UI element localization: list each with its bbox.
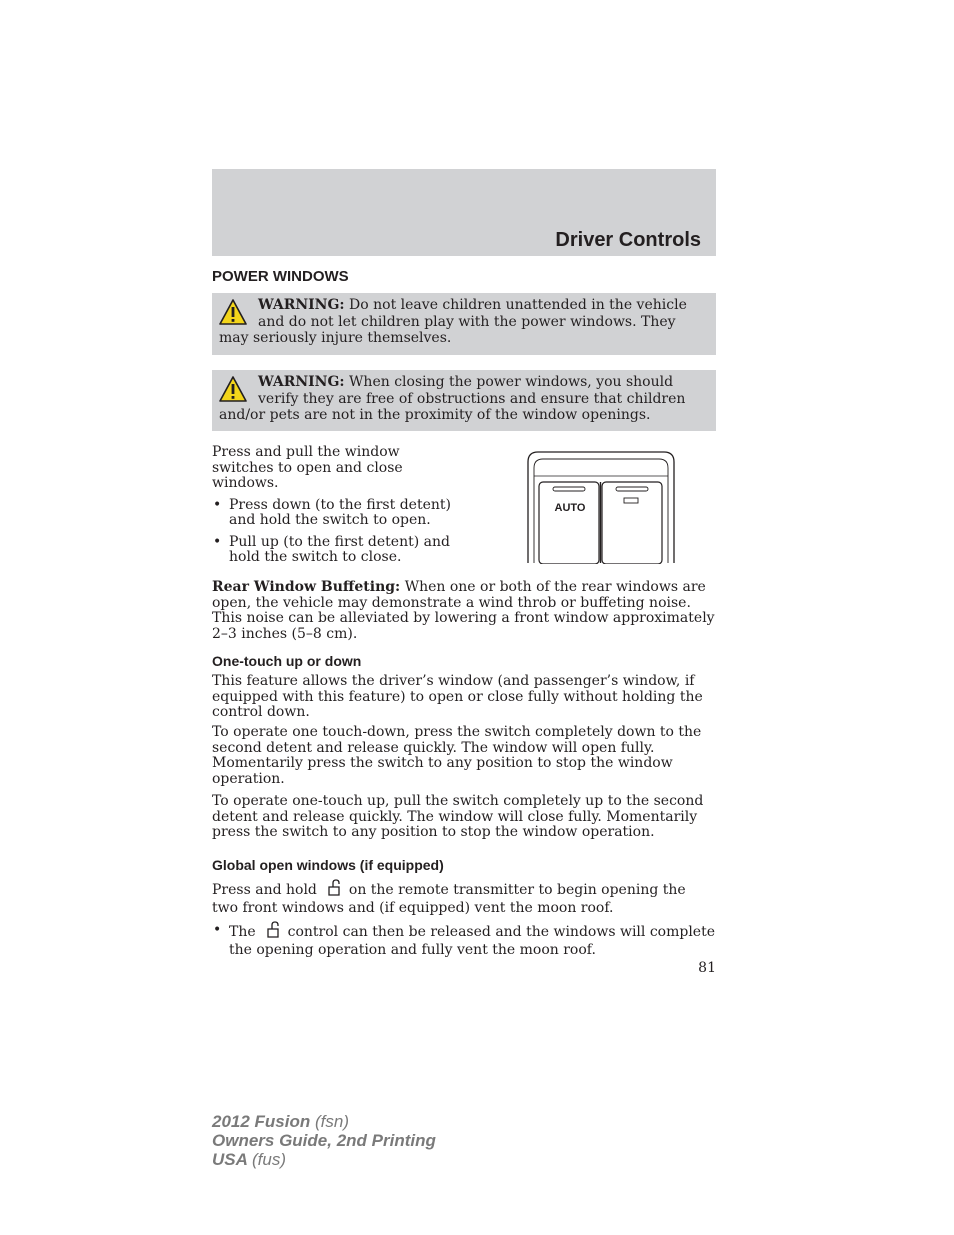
- buffeting-label: Rear Window Buffeting:: [212, 579, 401, 595]
- auto-label: AUTO: [554, 502, 586, 514]
- one-touch-paragraph-2: To operate one touch-down, press the switch completely down to the second detent and release quickly. The window will open fully. Momentarily press the switch to any position to stop the window operation.: [212, 724, 702, 787]
- buffeting-paragraph: [212, 580, 716, 642]
- footer-model: 2012 Fusion: [212, 1112, 311, 1131]
- chapter-header: [212, 169, 716, 256]
- warning-triangle-icon: [219, 299, 247, 325]
- global-open-text-after: on the remote transmitter to begin opening the two front windows and (if equipped) vent the moon roof.: [212, 882, 686, 916]
- one-touch-paragraph-3: To operate one-touch up, pull the switch completely up to the second detent and release quickly. The window will close fully. Momentarily press the switch to any position to stop the window operation.: [212, 793, 704, 840]
- list-item: • Press down (to the first detent) and hold the switch to open.: [212, 498, 462, 529]
- list-item: [212, 921, 716, 959]
- warning-label: WARNING:: [258, 374, 345, 390]
- warning-box-2: [212, 370, 716, 431]
- intro-block: [212, 445, 462, 566]
- page-number: 81: [698, 960, 716, 976]
- global-open-heading: Global open windows (if equipped): [212, 857, 444, 873]
- warning-box-1: [212, 293, 716, 355]
- footer-model-code: (fsn): [315, 1112, 349, 1131]
- warning-text: When closing the power windows, you should verify they are free of obstructions and ensure that children and/or pets are not in the proximity of the window openings.: [219, 374, 686, 423]
- list-item: • Pull up (to the first detent) and hold the switch to close.: [212, 535, 462, 566]
- bullet-text-before: The: [229, 924, 256, 940]
- unlock-icon: [322, 879, 344, 897]
- intro-text: Press and pull the window switches to open and close windows.: [212, 444, 403, 491]
- footer-market: USA: [212, 1150, 248, 1169]
- chapter-title: Driver Controls: [555, 229, 701, 251]
- warning-label: WARNING:: [258, 297, 345, 313]
- footer-market-code: (fus): [252, 1150, 286, 1169]
- one-touch-heading: One-touch up or down: [212, 653, 362, 669]
- section-title: POWER WINDOWS: [212, 268, 349, 285]
- bullet-text-after: control can then be released and the windows will complete the opening operation and fully vent the moon roof.: [229, 924, 716, 958]
- warning-triangle-icon: [219, 376, 247, 402]
- intro-bullets: [212, 498, 462, 566]
- global-open-text-before: Press and hold: [212, 882, 317, 898]
- one-touch-paragraph-1: This feature allows the driver’s window (and passenger’s window, if equipped with this feature) to open or close fully without holding the control down.: [212, 673, 703, 720]
- unlock-icon: [261, 921, 283, 939]
- buffeting-text: When one or both of the rear windows are open, the vehicle may demonstrate a wind throb or buffeting noise. This noise can be alleviated by lowering a front window approximately 2–3 inches (5–8 cm).: [212, 579, 715, 642]
- warning-text: Do not leave children unattended in the vehicle and do not let children play with the power windows. They may seriously injure themselves.: [219, 297, 687, 346]
- footer-printing: Owners Guide, 2nd Printing: [212, 1131, 436, 1150]
- global-open-bullets: [212, 921, 716, 959]
- global-open-paragraph: [212, 879, 716, 917]
- window-switch-illustration: [525, 450, 677, 564]
- document-footer: [212, 1112, 436, 1169]
